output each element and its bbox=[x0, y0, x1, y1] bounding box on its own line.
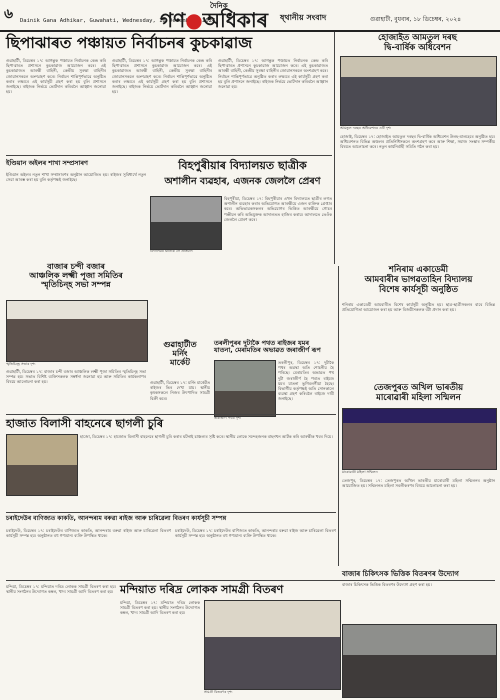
headline-tezpur-line2: মাৰোৱাৰী মহিলা সন্মিলন bbox=[376, 392, 461, 403]
headline-bazar-doctor: বাজাৰ চিকিৎসক ভিত্তিক বিতৰণৰ উদ্যোগ bbox=[342, 570, 459, 578]
headline-market-line3: মাৰ্কেট bbox=[170, 358, 190, 368]
logo-left: গণ bbox=[160, 8, 186, 32]
section-title: ষ্থানীয় সংবাদ bbox=[280, 13, 327, 22]
article-bihpuria: বিহপুৰীয়া, ডিচেম্বৰ ১৭: বিহপুৰীয়াৰ এখন বিদ্যালয়ত ছাত্ৰীৰ লগত অশালীন ব্যৱহাৰ কৰাৰ অভিযোগত আৰক্ষীয়ে এজন ব্যক্তিক গ্ৰেপ্তাৰ কৰে। অভিভাৱকসকলৰ অভিযোগৰ ভিত্তিত আৰক্ষীয়ে গোচৰ পঞ্জীয়ন কৰি অভিযুক্তক আদালতত হাজিৰ কৰায়। আদালতে তেওঁক জেললৈ প্ৰেৰণ কৰে। bbox=[224, 196, 332, 222]
article-morning-market: গুৱাহাটী, ডিচেম্বৰ ১৭: মৰ্নিং মাৰ্কেটত ৰাইজৰ ভিৰ দেখা যায়। স্থানীয় কৃষকসকলে নিজৰ উৎপাদিত সামগ্ৰী বিক্ৰী কৰে। bbox=[150, 380, 210, 401]
photo-lakshmi-puja bbox=[6, 300, 148, 362]
page-number: ৬ bbox=[4, 6, 14, 22]
photo-tezpur bbox=[342, 408, 497, 470]
headline-charaideo: চৰাইদেউৰ বাণিজ্যত কাকতি, আনন্দৰাম বৰুৱা ৰাইজ আৰু চাৰিৱেলা বিতৰণ কাৰ্যসূচী সম্পন্ন bbox=[6, 515, 227, 522]
headline-shaniram-line1: শনিৰাম একাডেমী bbox=[388, 265, 449, 275]
headline-hojai-line2: দ্বি-বাৰ্ষিক অধিবেশন bbox=[383, 42, 452, 53]
caption-mandia: সামগ্ৰী বিতৰণৰ দৃশ্য bbox=[204, 690, 233, 694]
headline-tezpur bbox=[342, 384, 495, 404]
article-bazar-doctor: বাজাৰ চিকিৎসক ভিত্তিক বিতৰণৰ উদ্যোগ গ্ৰহণ কৰা হয়। bbox=[342, 582, 432, 587]
caption-bihpuria: বিদ্যালয়ৰ ঘটনাক লৈ প্ৰতিবাদ bbox=[150, 249, 193, 253]
headline-lakshmi-puja bbox=[6, 262, 146, 290]
column-rule bbox=[334, 32, 335, 264]
masthead bbox=[0, 0, 500, 32]
headline-bihpuria-line2: অশালীন ব্যৱহাৰ, এজনক জেললৈ প্ৰেৰণ bbox=[164, 176, 321, 187]
headline-chhipajhar: ছিপাঝাৰত পঞ্চায়ত নিৰ্বাচনৰ কুচকাৱাজ bbox=[6, 33, 253, 52]
headline-lakshmi-line3: স্মৃতিচিন্হ সভা সম্পন্ন bbox=[41, 280, 111, 290]
article-chhipajhar-col2: গুৱাহাটী, ডিচেম্বৰ ১৭: আগন্তুক পঞ্চায়ত নিৰ্বাচনক কেন্দ্ৰ কৰি ছিপাঝাৰত প্ৰশাসনে কুচকাৱাজ আয়োজন কৰে। এই কুচকাৱাজত আৰক্ষী বাহিনী, কেন্দ্ৰীয় সুৰক্ষা বাহিনীৰ জোৱানসকলে অংশগ্ৰহণ কৰে। নিৰ্বাচন শান্তিপূৰ্ণভাৱে অনুষ্ঠিত কৰাৰ লক্ষ্যৰে এই কাৰ্যসূচী গ্ৰহণ কৰা হয় বুলি প্ৰশাসনে জনাইছে। ৰাইজক নিৰ্ভয়ে ভোটদান কৰিবলৈ আহ্বান জনোৱা হয়। bbox=[112, 58, 212, 95]
article-lakshmi-puja: গুৱাহাটী, ডিচেম্বৰ ১৭: বাজাৰ চন্দী বজাৰ আঞ্চলিক লক্ষ্মী পূজা সমিতিৰ স্মৃতিচিন্হ সভা সম্পন্ন হয়। সভাত বিশিষ্ট ব্যক্তিসকলক সম্বৰ্ধনা জনোৱা হয় আৰু সমিতিৰ কাৰ্যকলাপৰ বিষয়ে আলোচনা কৰা হয়। bbox=[6, 369, 146, 385]
article-mandia-col2: মন্দিয়া, ডিচেম্বৰ ১৭: মন্দিয়াত দৰিদ্ৰ লোকক সামগ্ৰী বিতৰণ কৰা হয়। স্থানীয় সংগঠনৰ উদ্যোগত কম্বল, খাদ্য সামগ্ৰী আদি বিতৰণ কৰা হয়। bbox=[120, 600, 200, 616]
headline-shaniram bbox=[342, 266, 495, 295]
logo-dot: ● bbox=[185, 8, 203, 32]
article-charaideo-col1: চৰাইদেউ, ডিচেম্বৰ ১৭: চৰাইদেউৰ বাণিজ্যত কাকতি, আনন্দৰাম বৰুৱা ৰাইজ আৰু চাৰিৱেলা বিতৰণ কাৰ্যসূচী সম্পন্ন হয়। অনুষ্ঠানত বহু গণ্যমান্য ব্যক্তি উপস্থিত থাকে। bbox=[6, 528, 171, 539]
headline-tarlipur-line2: যাতনা, মেৰামতিৰ অভাৱত জৰাজীৰ্ণ ৰূপ bbox=[214, 346, 321, 355]
headline-hajo: হাজাত বিলাসী বাহনেৰে ছাগলী চুৰি bbox=[6, 417, 164, 430]
date-assamese: গুৱাহাটী, বুধবাৰ, ১৮ ডিচেম্বৰ, ২০২৪ bbox=[370, 16, 462, 23]
article-charaideo-col2: চৰাইদেউ, ডিচেম্বৰ ১৭: চৰাইদেউৰ বাণিজ্যত কাকতি, আনন্দৰাম বৰুৱা ৰাইজ আৰু চাৰিৱেলা বিতৰণ কাৰ্যসূচী সম্পন্ন হয়। অনুষ্ঠানত বহু গণ্যমান্য ব্যক্তি উপস্থিত থাকে। bbox=[175, 528, 336, 539]
rule-charaideo bbox=[6, 512, 336, 513]
article-tarlipur: তৰলীপুৰ, ডিচেম্বৰ ১৭: দুটাকৈ পথৰ অৱস্থা অতি শোচনীয় হৈ পৰিছে। মেৰামতিৰ অভাৱত পথ দুটা জৰাজীৰ্ণ হৈ পৰাত ৰাইজে যমৰ যাতনা ভুগিবলগীয়া হৈছে। বিভাগীয় কৰ্তৃপক্ষই অতি সোনকালে ব্যৱস্থা গ্ৰহণ কৰিবলৈ ৰাইজে দাবী জনাইছে। bbox=[278, 360, 334, 402]
headline-shaniram-line3: বিশেষ কাৰ্যসূচী অনুষ্ঠিত bbox=[379, 284, 458, 295]
article-hajo: হাজো, ডিচেম্বৰ ১৭: হাজোত বিলাসী বাহনেৰে ছাগলী চুৰি কৰাৰ ঘটনাই চাঞ্চল্যৰ সৃষ্টি কৰে। স্থানীয় লোকে সন্দেহজনক বাহনখন আটক কৰি আৰক্ষীক খবৰ দিয়ে। bbox=[80, 434, 333, 439]
caption-hojai: আমতুল দৰছৰ অধিবেশনৰ এটি দৃশ্য bbox=[340, 126, 391, 130]
headline-lakshmi-line1: বাজাৰ চন্দী বজাৰ bbox=[47, 262, 105, 271]
article-tezpur: তেজপুৰ, ডিচেম্বৰ ১৭: তেজপুৰত অখিল ভাৰতীয় মাৰোৱাৰী মহিলা সন্মিলনৰ অনুষ্ঠান আয়োজিত হয়। সন্মিলনত মহিলা সবলীকৰণৰ বিষয়ে আলোচনা কৰা হয়। bbox=[342, 478, 495, 489]
headline-hojai bbox=[340, 34, 495, 54]
article-chhipajhar-col3: গুৱাহাটী, ডিচেম্বৰ ১৭: আগন্তুক পঞ্চায়ত নিৰ্বাচনক কেন্দ্ৰ কৰি ছিপাঝাৰত প্ৰশাসনে কুচকাৱাজ আয়োজন কৰে। এই কুচকাৱাজত আৰক্ষী বাহিনী, কেন্দ্ৰীয় সুৰক্ষা বাহিনীৰ জোৱানসকলে অংশগ্ৰহণ কৰে। নিৰ্বাচন শান্তিপূৰ্ণভাৱে অনুষ্ঠিত কৰাৰ লক্ষ্যৰে এই কাৰ্যসূচী গ্ৰহণ কৰা হয় বুলি প্ৰশাসনে জনাইছে। ৰাইজক নিৰ্ভয়ে ভোটদান কৰিবলৈ আহ্বান জনোৱা হয়। bbox=[218, 58, 328, 90]
headline-mandia: মন্দিয়াত দৰিদ্ৰ লোকক সামগ্ৰী বিতৰণ bbox=[120, 583, 284, 596]
caption-road: জৰাজীৰ্ণ পথৰ দৃশ্য bbox=[214, 416, 241, 420]
headline-shaniram-line2: আমবাৰীৰ ভাগৱতাহিন বিদ্যালয় bbox=[364, 274, 473, 285]
headline-morning-market bbox=[150, 340, 210, 368]
photo-bazar-doctor bbox=[342, 624, 497, 698]
headline-tarlipur-line1: তৰলীপুৰৰ দুটাকৈ পথত ৰাইজৰ যমৰ bbox=[214, 339, 310, 347]
column-rule-right bbox=[338, 266, 339, 566]
headline-market-line1: গুৱাহাটীত bbox=[163, 340, 197, 349]
photo-road bbox=[214, 360, 276, 417]
headline-tarlipur bbox=[214, 340, 334, 355]
headline-lakshmi-line2: আঞ্চলিক লক্ষ্মী পূজা সমিতিৰ bbox=[29, 271, 123, 281]
photo-hojai-meeting bbox=[340, 56, 497, 126]
article-indian-oil: ইণ্ডিয়ান অইলৰ নতুন শাখা সম্প্ৰসাৰণৰ অনুষ্ঠান আয়োজিত হয়। ৰাইজৰ সুবিধাৰ্থে নতুন সেৱা আৰম্ভ কৰা হয় বুলি কৰ্তৃপক্ষই জনাইছে। bbox=[6, 172, 146, 183]
masthead-english-line: Dainik Gana Adhikar, Guwahati, Wednesday, 18 December, 2024 bbox=[20, 18, 216, 24]
photo-mandia bbox=[204, 600, 341, 690]
logo-right: অধিকাৰ bbox=[202, 8, 268, 32]
headline-market-line2: মৰ্নিং bbox=[172, 349, 188, 359]
logo-small-text: দৈনিক bbox=[210, 2, 228, 10]
rule-hajo bbox=[6, 414, 336, 415]
photo-bihpuria bbox=[150, 196, 222, 250]
rule-horizontal bbox=[6, 155, 332, 156]
caption-tezpur: মাৰোৱাৰী মহিলা সন্মিলন bbox=[342, 470, 378, 474]
article-chhipajhar-col1: গুৱাহাটী, ডিচেম্বৰ ১৭: আগন্তুক পঞ্চায়ত নিৰ্বাচনক কেন্দ্ৰ কৰি ছিপাঝাৰত প্ৰশাসনে কুচকাৱাজ আয়োজন কৰে। এই কুচকাৱাজত আৰক্ষী বাহিনী, কেন্দ্ৰীয় সুৰক্ষা বাহিনীৰ জোৱানসকলে অংশগ্ৰহণ কৰে। নিৰ্বাচন শান্তিপূৰ্ণভাৱে অনুষ্ঠিত কৰাৰ লক্ষ্যৰে এই কাৰ্যসূচী গ্ৰহণ কৰা হয় বুলি প্ৰশাসনে জনাইছে। ৰাইজক নিৰ্ভয়ে ভোটদান কৰিবলৈ আহ্বান জনোৱা হয়। bbox=[6, 58, 106, 95]
article-hojai: হোজাই, ডিচেম্বৰ ১৭: হোজাইত আমতুল দৰছৰ দ্বি-বাৰ্ষিক অধিবেশন উলহ-মালহেৰে অনুষ্ঠিত হয়। অধিবেশনত বিভিন্ন অঞ্চলৰ প্ৰতিনিধিসকলে অংশগ্ৰহণ কৰে আৰু শিক্ষা, সমাজ সংস্কাৰ সম্পৰ্কীয় বিষয়ত আলোচনা কৰে। নতুন কাৰ্যনিৰ্বাহী সমিতি গঠন কৰা হয়। bbox=[340, 134, 495, 150]
rule-mandia bbox=[6, 580, 495, 581]
article-mandia-col1: মন্দিয়া, ডিচেম্বৰ ১৭: মন্দিয়াত দৰিদ্ৰ লোকক সামগ্ৰী বিতৰণ কৰা হয়। স্থানীয় সংগঠনৰ উদ্যোগত কম্বল, খাদ্য সামগ্ৰী আদি বিতৰণ কৰা হয়। bbox=[6, 584, 116, 595]
caption-lakshmi-puja: স্মৃতিচিন্হ সভাৰ দৃশ্য bbox=[6, 362, 36, 366]
headline-tezpur-line1: তেজপুৰত অখিল ভাৰতীয় bbox=[373, 383, 464, 393]
headline-bihpuria-line1: বিহপুৰীয়াৰ বিদ্যালয়ত ছাত্ৰীক bbox=[178, 159, 307, 172]
headline-indian-oil: ইণ্ডিয়ান অইলৰ শাখা সম্প্ৰসাৰণ bbox=[6, 159, 88, 167]
article-shaniram: শনিৰাম একাডেমী আমবাৰীত বিশেষ কাৰ্যসূচী অনুষ্ঠিত হয়। ছাত্ৰ-ছাত্ৰীসকলৰ বাবে বিভিন্ন প্ৰতিযোগিতা আয়োজন কৰা হয় আৰু বিজয়ীসকলক বঁটা প্ৰদান কৰা হয়। bbox=[342, 302, 495, 313]
headline-hojai-line1: হোজাইত আমতুল দৰছ bbox=[378, 33, 457, 43]
photo-hajo bbox=[6, 434, 78, 496]
